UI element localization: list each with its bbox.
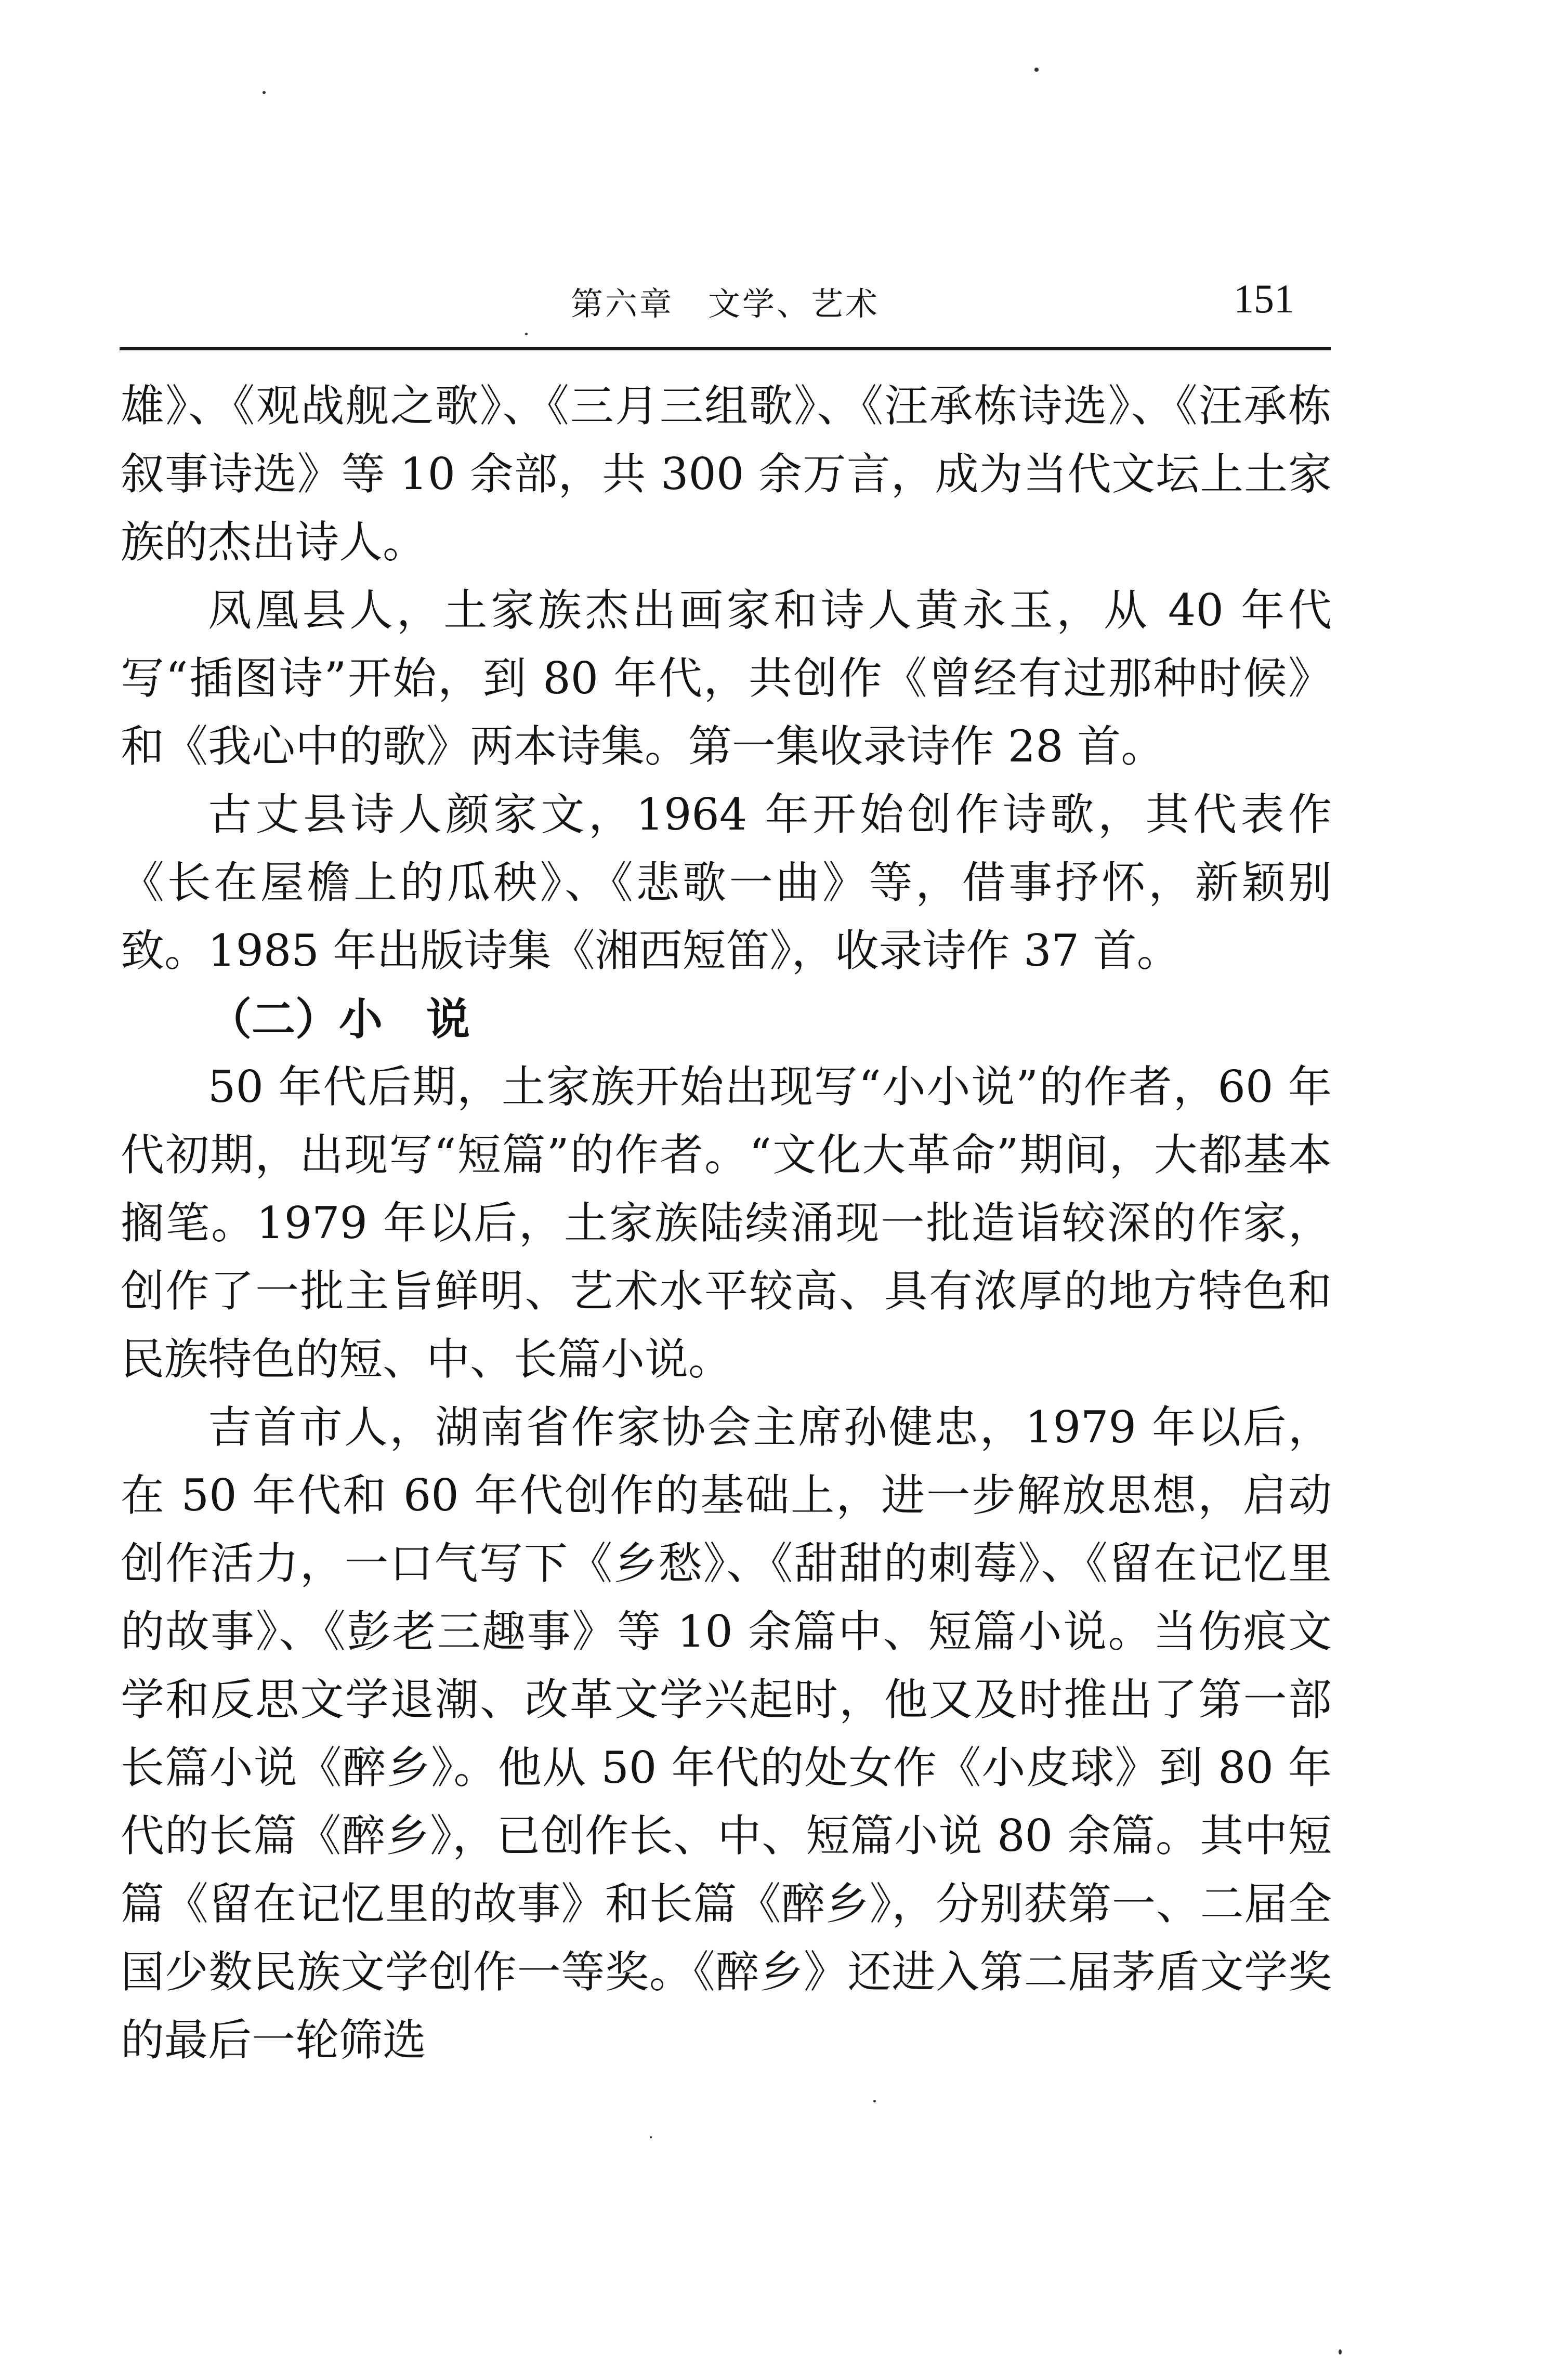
scan-speck: [1034, 68, 1039, 72]
body-text: [121, 372, 1332, 2074]
running-head: [120, 270, 1331, 348]
scan-speck: [650, 2136, 652, 2138]
scan-speck: [525, 333, 528, 335]
chapter-title: 第六章 文学、艺术: [570, 285, 880, 323]
section-heading-fiction: （二）小 说: [208, 993, 470, 1045]
paragraph-sun-jianzhong: 吉首市人，湖南省作家协会主席孙健忠，1979 年以后，在 50 年代和 60 年代创作的基础上，进一步解放思想，启动创作活力，一口气写下《乡愁》、《甜甜的刺莓》、《留在记忆里的故事》、《彭老三趣事》等 10 余篇中、短篇小说。当伤痕文学和反思文学退潮、改革文学兴起时，他又及时推出了第一部长篇小说《醉乡》。他从 50 年代的处女作《小皮球》到 80 年代的长篇《醉乡》，已创作长、中、短篇小说 80 余篇。其中短篇《留在记忆里的故事》和长篇《醉乡》，分别获第一、二届全国少数民族文学创作一等奖。《醉乡》还进入第二届茅盾文学奖的最后一轮筛选: [121, 1402, 1332, 2066]
header-rule: [120, 347, 1331, 350]
paragraph-yan-jiawen: 古丈县诗人颜家文，1964 年开始创作诗歌，其代表作《长在屋檐上的瓜秧》、《悲歌一曲》等，借事抒怀，新颖别致。1985 年出版诗集《湘西短笛》，收录诗作 37 首。: [121, 789, 1332, 976]
paragraph-fiction-overview: 50 年代后期，土家族开始出现写“小小说”的作者，60 年代初期，出现写“短篇”的作者。“文化大革命”期间，大都基本搁笔。1979 年以后，土家族陆续涌现一批造诣较深的作家，创作了一批主旨鲜明、艺术水平较高、具有浓厚的地方特色和民族特色的短、中、长篇小说。: [121, 1061, 1332, 1385]
paragraph-huang-yongyu: 凤凰县人，土家族杰出画家和诗人黄永玉，从 40 年代写“插图诗”开始，到 80 年代，共创作《曾经有过那种时候》和《我心中的歌》两本诗集。第一集收录诗作 28 首。: [121, 585, 1332, 772]
scan-speck: [1339, 2349, 1342, 2355]
scan-speck: [263, 91, 266, 94]
scan-speck: [873, 2100, 876, 2102]
page-number: 151: [1234, 276, 1294, 321]
paragraph-continued: 雄》、《观战舰之歌》、《三月三组歌》、《汪承栋诗选》、《汪承栋叙事诗选》等 10 余部，共 300 余万言，成为当代文坛上土家族的杰出诗人。: [121, 380, 1332, 568]
